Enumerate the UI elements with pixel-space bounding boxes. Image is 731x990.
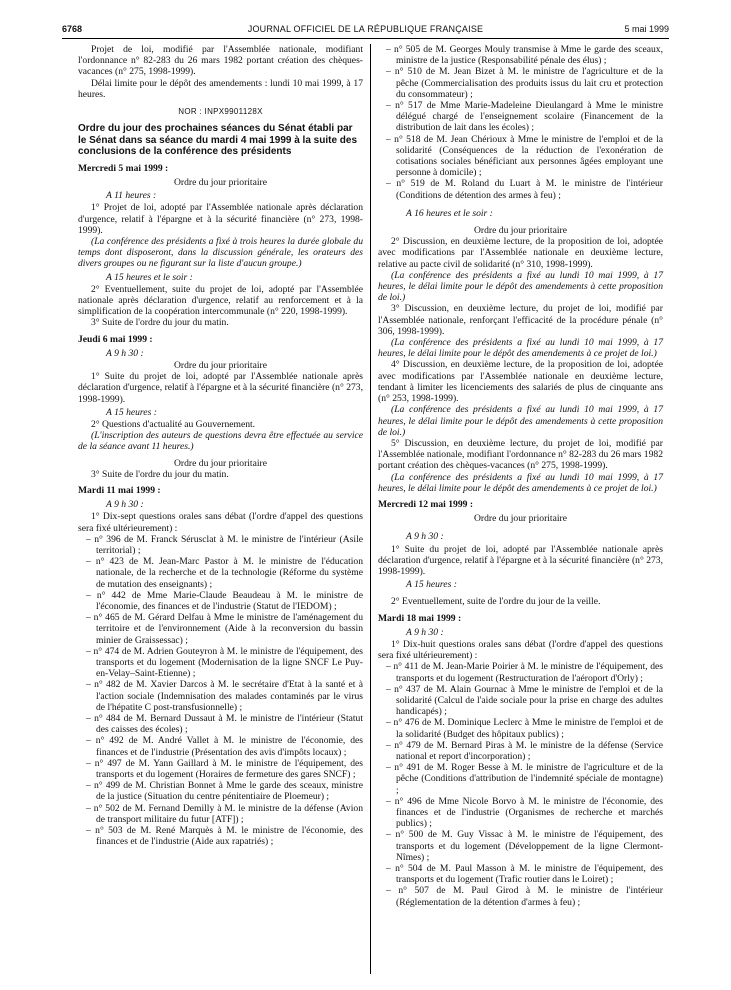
priority-label: Ordre du jour prioritaire (174, 359, 267, 371)
nor-reference: NOR : INPX9901128X (178, 107, 263, 117)
day-heading: Mercredi 5 mai 1999 : (78, 162, 169, 174)
hour-label: A 9 h 30 : (106, 347, 144, 359)
priority-label: Ordre du jour prioritaire (174, 457, 267, 469)
hour-label: A 15 heures et le soir : (106, 271, 193, 283)
question-item: – n° 476 de M. Dominique Leclerc à Mme le ministre de l'emploi et de la solidarité (Budget des hôpitaux publics) ; (378, 717, 663, 739)
question-item: – n° 503 de M. René Marquès à M. le ministre de l'économie, des finances et de l'industrie (Aide aux rapatriés) ; (78, 825, 363, 847)
agenda-item: 1° Dix-huit questions orales sans débat (l'ordre d'appel des questions sera fixé ultérieurement) : (378, 638, 663, 662)
question-list (378, 661, 663, 907)
agenda-note: (La conférence des présidents a fixé à trois heures la durée globale du temps dont disposeront, dans la discussion générale, les orateurs des divers groupes ou ne figurant sur la liste d'aucun groupe.) (78, 235, 363, 270)
ordre-du-jour-title: Ordre du jour des prochaines séances du Sénat établi par le Sénat dans sa séance du mardi 4 mai 1999 à la suite des conclusions de la conférence des présidents (78, 123, 358, 158)
agenda-note: (L'inscription des auteurs de questions devra être effectuée au service de la séance avant 11 heures.) (78, 430, 363, 453)
question-item: – n° 396 de M. Franck Sérusclat à M. le ministre de l'intérieur (Asile territorial) ; (78, 534, 363, 556)
hour-label: A 9 h 30 : (406, 531, 444, 543)
question-item: – n° 465 de M. Gérard Delfau à Mme le ministre de l'aménagement du territoire et de l'environnement (Aide à la reconversion du bassin minier de Graissessac) ; (78, 612, 363, 646)
agenda-item: 1° Suite du projet de loi, adopté par l'Assemblée nationale après déclaration d'urgence, relatif à l'épargne et à la sécurité financière (n° 273, 1998-1999). (378, 543, 663, 577)
question-item: – n° 491 de M. Roger Besse à M. le ministre de l'agriculture et de la pêche (Conditions d'attribution de l'indemnité spéciale de montagne) ; (378, 762, 663, 796)
question-item: – n° 499 de M. Christian Bonnet à Mme le garde des sceaux, ministre de la justice (Situation du centre pénitentiaire de Ploemeur) ; (78, 780, 363, 802)
priority-label: Ordre du jour prioritaire (174, 176, 267, 188)
day-heading: Mardi 11 mai 1999 : (78, 485, 161, 496)
question-item: – n° 484 de M. Bernard Dussaut à M. le ministre de l'intérieur (Statut des caisses des écoles) ; (78, 713, 363, 735)
question-item: – n° 517 de Mme Marie-Madeleine Dieulangard à Mme le ministre délégué chargé de l'enseignement scolaire (Financement de la distribution de lait dans les écoles) ; (378, 100, 663, 134)
question-item: – n° 496 de Mme Nicole Borvo à M. le ministre de l'économie, des finances et de l'industrie (Organismes de recherche et marchés publics) ; (378, 796, 663, 830)
left-column (78, 44, 363, 848)
question-item: – n° 510 de M. Jean Bizet à M. le ministre de l'agriculture et de la pêche (Commercialisation des produits issus du lait cru et protection du consommateur) ; (378, 66, 663, 100)
agenda-item: 1° Projet de loi, adopté par l'Assemblée nationale après déclaration d'urgence, relatif à l'épargne et à la sécurité financière (n° 273, 1998-1999). (78, 202, 363, 236)
question-item: – n° 502 de M. Fernand Demilly à M. le ministre de la défense (Avion de transport militaire du futur [ATF]) ; (78, 803, 363, 825)
day-heading: Mardi 18 mai 1999 : (378, 612, 462, 624)
agenda-item: 2° Questions d'actualité au Gouvernement. (91, 418, 256, 430)
hour-label: A 9 h 30 : (406, 626, 444, 638)
question-list (78, 534, 363, 848)
day-heading: Mercredi 12 mai 1999 : (378, 498, 474, 510)
agenda-item: 2° Eventuellement, suite du projet de loi, adopté par l'Assemblée nationale après déclaration d'urgence, relatif au renforcement et à la simplification de la coopération intercommunale (n° 220, 1998-1999). (78, 283, 363, 318)
question-item: – n° 505 de M. Georges Mouly transmise à Mme le garde des sceaux, ministre de la justice (Responsabilité pénale des élus) ; (378, 44, 663, 66)
column-divider (370, 44, 371, 974)
right-column (378, 44, 663, 908)
priority-label: Ordre du jour prioritaire (474, 225, 567, 237)
priority-label: Ordre du jour prioritaire (474, 513, 567, 525)
question-item: – n° 507 de M. Paul Girod à M. le ministre de l'intérieur (Réglementation de la détention d'armes à feu) ; (378, 885, 663, 907)
intro-deadline: Délai limite pour le dépôt des amendements : lundi 10 mai 1999, à 17 heures. (78, 77, 363, 100)
question-item: – n° 442 de Mme Marie-Claude Beaudeau à M. le ministre de l'économie, des finances et de l'industrie (Statut de l'IEDOM) ; (78, 590, 363, 612)
question-item: – n° 518 de M. Jean Chérioux à Mme le ministre de l'emploi et de la solidarité (Conséquences de la réduction de l'exonération de cotisations sociales bénéficiant aux personnes âgées employant une personne à domicile) ; (378, 134, 663, 179)
page-number: 6768 (62, 24, 83, 34)
hour-label: A 15 heures : (406, 579, 457, 591)
question-item: – n° 482 de M. Xavier Darcos à M. le secrétaire d'Etat à la santé et à l'action sociale (Indemnisation des malades contaminés par le virus de l'hépatite C post-transfusionnelle) ; (78, 679, 363, 713)
agenda-note: (La conférence des présidents a fixé au lundi 10 mai 1999, à 17 heures, le délai limite pour le dépôt des amendements à cette proposition de loi.) (378, 269, 663, 304)
agenda-note: (La conférence des présidents a fixé au lundi 10 mai 1999, à 17 heures, le délai limite pour le dépôt des amendements à ce projet de loi.) (378, 471, 663, 494)
day-heading: Jeudi 6 mai 1999 : (78, 333, 153, 345)
question-item: – n° 423 de M. Jean-Marc Pastor à M. le ministre de l'éducation nationale, de la recherche et de la technologie (Réforme du système de mutation des enseignants) ; (78, 556, 363, 590)
question-item: – n° 497 de M. Yann Gaillard à M. le ministre de l'équipement, des transports et du logement (Horaires de fermeture des gares SNCF) ; (78, 758, 363, 780)
agenda-note: (La conférence des présidents a fixé au lundi 10 mai 1999, à 17 heures, le délai limite pour le dépôt des amendements à cette proposition de loi.) (378, 404, 663, 438)
hour-label: A 15 heures : (106, 406, 157, 418)
question-list (378, 44, 663, 201)
agenda-item: 1° Suite du projet de loi, adopté par l'Assemblée nationale après déclaration d'urgence, relatif à l'épargne et à la sécurité financière (n° 273, 1998-1999). (78, 371, 363, 405)
agenda-item: 3° Discussion, en deuxième lecture, du projet de loi, modifié par l'Assemblée nationale, renforçant l'efficacité de la procédure pénale (n° 306, 1998-1999). (378, 303, 663, 337)
issue-date: 5 mai 1999 (624, 24, 669, 34)
agenda-item: 3° Suite de l'ordre du jour du matin. (91, 468, 229, 480)
agenda-item: 2° Eventuellement, suite de l'ordre du jour de la veille. (391, 596, 601, 608)
journal-title: JOURNAL OFFICIEL DE LA RÉPUBLIQUE FRANÇAISE (247, 24, 484, 34)
intro-paragraph: Projet de loi, modifié par l'Assemblée nationale, modifiant l'ordonnance n° 82-283 du 26 mars 1982 portant création des chèques-vacances (n° 275, 1998-1999). (78, 44, 363, 78)
question-item: – n° 519 de M. Roland du Luart à M. le ministre de l'intérieur (Conditions de détention des armes à feu) ; (378, 178, 663, 200)
question-item: – n° 474 de M. Adrien Gouteyron à M. le ministre de l'équipement, des transports et du logement (Modernisation de la ligne SNCF Le Puy-en-Velay–Saint-Etienne) ; (78, 646, 363, 680)
page-header (62, 24, 669, 39)
question-item: – n° 437 de M. Alain Gournac à Mme le ministre de l'emploi et de la solidarité (Calcul de l'aide sociale pour la prise en charge des adultes handicapés) ; (378, 684, 663, 718)
agenda-item: 2° Discussion, en deuxième lecture, de la proposition de loi, adoptée avec modifications par l'Assemblée nationale en deuxième lecture, relative au pacte civil de solidarité (n° 310, 1998-1999). (378, 236, 663, 270)
question-item: – n° 504 de M. Paul Masson à M. le ministre de l'équipement, des transports et du logement (Trafic routier dans le Loiret) ; (378, 863, 663, 885)
agenda-item: 3° Suite de l'ordre du jour du matin. (91, 317, 229, 329)
question-item: – n° 500 de M. Guy Vissac à M. le ministre de l'équipement, des transports et du logement (Développement de la ligne Clermont-Nîmes) ; (378, 829, 663, 863)
hour-label: A 16 heures et le soir : (406, 207, 493, 219)
hour-label: A 11 heures : (106, 190, 157, 202)
question-item: – n° 492 de M. André Vallet à M. le ministre de l'économie, des finances et de l'industrie (Présentation des avis d'impôts locaux) ; (78, 735, 363, 757)
agenda-note: (La conférence des présidents a fixé au lundi 10 mai 1999, à 17 heures, le délai limite pour le dépôt des amendements à ce projet de loi.) (378, 337, 663, 360)
hour-label: A 9 h 30 : (106, 499, 144, 511)
question-item: – n° 479 de M. Bernard Piras à M. le ministre de la défense (Service national et report d'incorporation) ; (378, 740, 663, 762)
agenda-item: 1° Dix-sept questions orales sans débat (l'ordre d'appel des questions sera fixé ultérieurement) : (78, 511, 363, 534)
agenda-item: 5° Discussion, en deuxième lecture, du projet de loi, modifié par l'Assemblée nationale, modifiant l'ordonnance n° 82-283 du 26 mars 1982 portant création des chèques-vacances (n° 275, 1998-1999). (378, 437, 663, 472)
agenda-item: 4° Discussion, en deuxième lecture, de la proposition de loi, adoptée avec modifications par l'Assemblée nationale en deuxième lecture, tendant à limiter les licenciements des salariés de plus de cinquante ans (n° 253, 1998-1999). (378, 359, 663, 405)
question-item: – n° 411 de M. Jean-Marie Poirier à M. le ministre de l'équipement, des transports et du logement (Restructuration de l'aéroport d'Orly) ; (378, 661, 663, 683)
